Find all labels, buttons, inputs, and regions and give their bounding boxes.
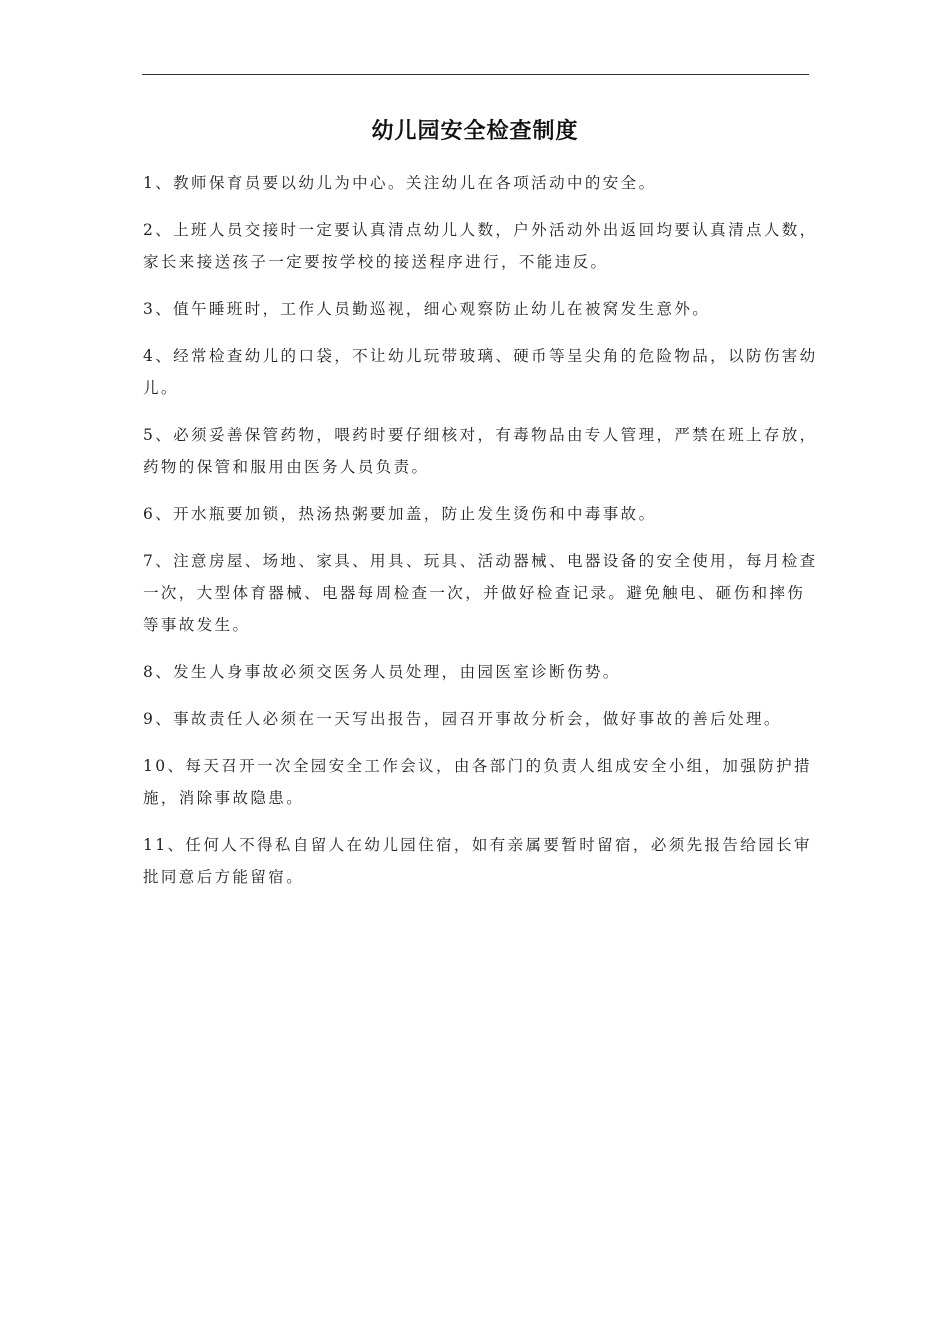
rule-item: 8、发生人身事故必须交医务人员处理，由园医室诊断伤势。 — [143, 663, 621, 681]
rule-item: 6、开水瓶要加锁，热汤热粥要加盖，防止发生烫伤和中毒事故。 — [143, 505, 657, 523]
document-title: 幼儿园安全检查制度 — [371, 118, 579, 144]
rule-item: 7、注意房屋、场地、家具、用具、玩具、活动器械、电器设备的安全使用，每月检查一次，大型体育器械、电器每周检查一次，并做好检查记录。避免触电、砸伤和摔伤等事故发生。 — [143, 552, 818, 634]
header-rule — [142, 74, 809, 75]
rule-item: 3、值午睡班时，工作人员勤巡视，细心观察防止幼儿在被窝发生意外。 — [143, 300, 711, 318]
rule-item: 11、任何人不得私自留人在幼儿园住宿，如有亲属要暂时留宿，必须先报告给园长审批同意后方能留宿。 — [143, 836, 812, 886]
rule-item: 10、每天召开一次全园安全工作会议，由各部门的负责人组成安全小组，加强防护措施，消除事故隐患。 — [143, 757, 812, 807]
rule-item: 2、上班人员交接时一定要认真清点幼儿人数，户外活动外出返回均要认真清点人数，家长来接送孩子一定要按学校的接送程序进行，不能违反。 — [143, 221, 818, 271]
rule-item: 5、必须妥善保管药物，喂药时要仔细核对，有毒物品由专人管理，严禁在班上存放，药物的保管和服用由医务人员负责。 — [143, 426, 818, 476]
rule-item: 9、事故责任人必须在一天写出报告，园召开事故分析会，做好事故的善后处理。 — [143, 710, 782, 728]
rule-list — [143, 167, 823, 908]
rule-item: 1、教师保育员要以幼儿为中心。关注幼儿在各项活动中的安全。 — [143, 174, 657, 192]
rule-item: 4、经常检查幼儿的口袋，不让幼儿玩带玻璃、硬币等呈尖角的危险物品，以防伤害幼儿。 — [143, 347, 818, 397]
